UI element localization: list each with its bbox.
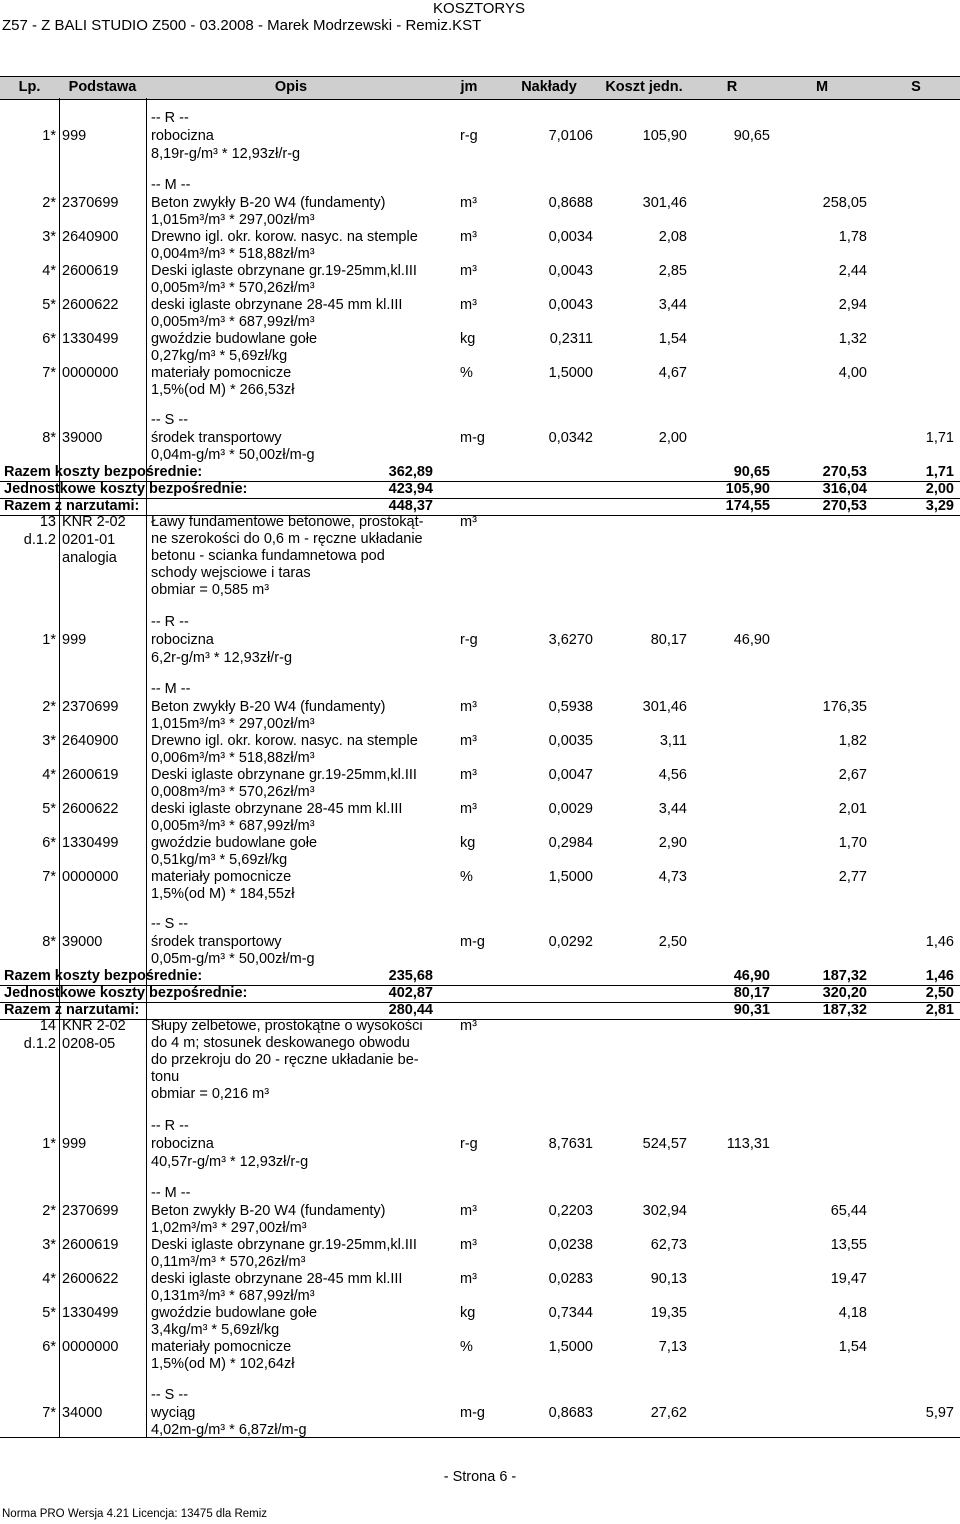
row-unit-cost: 62,73 [650,1237,687,1253]
row-quantity: 0,0047 [548,767,593,783]
row-m: 1,82 [838,733,867,749]
row-desc: deski iglaste obrzynane 28-45 mm kl.III [151,801,403,817]
row-base: 2600619 [62,767,119,783]
summary-label: Jednostkowe koszty bezpośrednie: [4,481,248,497]
summary-s: 2,00 [925,481,954,497]
row-lp: 5* [42,297,56,313]
row-desc: Deski iglaste obrzynane gr.19-25mm,kl.III [151,1237,417,1253]
footer-license: Norma PRO Wersja 4.21 Licencja: 13475 dla Remiz [2,1508,268,1520]
row-base: 2600619 [62,1237,119,1253]
position-base: KNR 2-02 [62,514,126,530]
row-desc: -- R -- [151,614,189,630]
row-quantity: 0,2984 [548,835,593,851]
row-lp: 2* [42,195,56,211]
row-unit: m³ [460,767,477,783]
row-m: 2,01 [838,801,867,817]
row-r: 46,90 [733,632,770,648]
position-number: 14 [39,1018,56,1034]
summary-line [0,1019,960,1020]
document-header-right: KOSZTORYS [433,0,525,17]
row-quantity: 0,0043 [548,297,593,313]
row-quantity: 1,5000 [548,869,593,885]
column-header: M [815,79,829,95]
row-m: 4,18 [838,1305,867,1321]
row-base: 0000000 [62,869,119,885]
row-unit-cost: 27,62 [650,1405,687,1421]
row-unit-cost: 302,94 [642,1203,687,1219]
row-base: 2600622 [62,297,119,313]
row-desc: 6,2r-g/m³ * 12,93zł/r-g [151,650,293,666]
summary-s: 2,81 [925,1002,954,1018]
row-quantity: 0,0035 [548,733,593,749]
row-unit: kg [460,331,476,347]
row-desc: materiały pomocnicze [151,365,292,381]
row-desc: 0,006m³/m³ * 518,88zł/m³ [151,750,315,766]
row-base: 39000 [62,934,103,950]
row-unit: r-g [460,632,478,648]
summary-s: 1,71 [925,464,954,480]
row-base: 2600622 [62,801,119,817]
row-s: 5,97 [925,1405,954,1421]
row-base: 1330499 [62,1305,119,1321]
summary-r: 90,65 [733,464,770,480]
row-r: 113,31 [726,1136,770,1152]
row-lp: 8* [42,430,56,446]
row-base: 999 [62,632,87,648]
row-unit: % [460,365,473,381]
column-header: R [726,79,738,95]
row-desc: gwoździe budowlane gołe [151,835,318,851]
row-quantity: 3,6270 [548,632,593,648]
column-header: S [911,79,921,95]
row-unit-cost: 19,35 [650,1305,687,1321]
row-s: 1,46 [925,934,954,950]
row-lp: 4* [42,1271,56,1287]
row-r: 90,65 [733,128,770,144]
position-base: 0201-01 [62,532,116,548]
summary-s: 1,46 [925,968,954,984]
row-unit-cost: 2,85 [658,263,687,279]
row-base: 2600622 [62,1271,119,1287]
row-m: 1,78 [838,229,867,245]
row-desc: -- M -- [151,1185,191,1201]
row-m: 258,05 [822,195,867,211]
row-unit: m³ [460,699,477,715]
row-unit-cost: 4,56 [658,767,687,783]
summary-label: Razem koszty bezpośrednie: [4,968,203,984]
row-desc: 0,005m³/m³ * 570,26zł/m³ [151,280,315,296]
row-desc: robocizna [151,632,214,648]
row-unit: % [460,1339,473,1355]
row-base: 2640900 [62,229,119,245]
summary-m: 320,20 [822,985,867,1001]
row-desc: gwoździe budowlane gołe [151,331,318,347]
row-quantity: 1,5000 [548,1339,593,1355]
position-desc: obmiar = 0,585 m³ [151,582,270,598]
row-lp: 4* [42,263,56,279]
row-unit-cost: 3,11 [659,733,687,749]
row-quantity: 0,2311 [549,331,593,347]
position-desc: obmiar = 0,216 m³ [151,1086,270,1102]
summary-line [0,515,960,516]
row-unit: m³ [460,297,477,313]
row-unit: m³ [460,1271,477,1287]
row-unit-cost: 3,44 [658,801,687,817]
row-unit-cost: 2,00 [658,430,687,446]
row-lp: 4* [42,767,56,783]
row-unit: m³ [460,195,477,211]
row-base: 0000000 [62,1339,119,1355]
row-quantity: 8,7631 [548,1136,593,1152]
row-desc: 0,51kg/m³ * 5,69zł/kg [151,852,288,868]
row-desc: środek transportowy [151,430,282,446]
row-base: 39000 [62,430,103,446]
position-desc: Ławy fundamentowe betonowe, prostokąt- [151,514,424,530]
row-m: 2,94 [838,297,867,313]
row-quantity: 0,8688 [548,195,593,211]
position-base: KNR 2-02 [62,1018,126,1034]
row-desc: 0,04m-g/m³ * 50,00zł/m-g [151,447,315,463]
row-quantity: 0,8683 [548,1405,593,1421]
row-desc: 0,005m³/m³ * 687,99zł/m³ [151,818,315,834]
row-lp: 7* [42,365,56,381]
row-desc: 0,004m³/m³ * 518,88zł/m³ [151,246,315,262]
summary-s: 2,50 [925,985,954,1001]
row-quantity: 0,7344 [548,1305,593,1321]
row-base: 999 [62,1136,87,1152]
table-bottom-line [0,1437,960,1438]
row-desc: 40,57r-g/m³ * 12,93zł/r-g [151,1154,309,1170]
row-lp: 1* [42,1136,56,1152]
row-m: 2,67 [838,767,867,783]
position-base: analogia [62,550,117,566]
row-unit-cost: 524,57 [642,1136,687,1152]
summary-label: Razem z narzutami: [4,498,140,514]
row-desc: 8,19r-g/m³ * 12,93zł/r-g [151,146,301,162]
row-quantity: 0,0238 [548,1237,593,1253]
row-unit-cost: 1,54 [658,331,687,347]
row-m: 2,77 [838,869,867,885]
summary-value: 235,68 [388,968,433,984]
row-m: 13,55 [830,1237,867,1253]
row-unit-cost: 2,08 [658,229,687,245]
row-desc: wyciąg [151,1405,196,1421]
row-m: 65,44 [830,1203,867,1219]
row-m: 4,00 [838,365,867,381]
column-header: Koszt jedn. [605,79,683,95]
row-desc: Beton zwykły B-20 W4 (fundamenty) [151,1203,386,1219]
row-quantity: 0,0283 [548,1271,593,1287]
row-unit-cost: 90,13 [650,1271,687,1287]
row-desc: -- S -- [151,412,189,428]
row-lp: 3* [42,1237,56,1253]
summary-m: 316,04 [822,481,867,497]
column-header: Lp. [18,79,41,95]
row-m: 176,35 [822,699,867,715]
row-desc: Beton zwykły B-20 W4 (fundamenty) [151,195,386,211]
row-base: 2370699 [62,699,119,715]
summary-s: 3,29 [925,498,954,514]
row-desc: 1,02m³/m³ * 297,00zł/m³ [151,1220,307,1236]
row-desc: deski iglaste obrzynane 28-45 mm kl.III [151,297,403,313]
summary-m: 270,53 [822,464,867,480]
row-base: 999 [62,128,87,144]
row-lp: 3* [42,229,56,245]
row-m: 1,32 [838,331,867,347]
row-unit-cost: 7,13 [658,1339,687,1355]
row-lp: 5* [42,801,56,817]
column-divider [146,98,147,1438]
row-lp: 6* [42,331,56,347]
summary-m: 270,53 [822,498,867,514]
row-unit: % [460,869,473,885]
row-desc: Drewno igl. okr. korow. nasyc. na stemple [151,733,418,749]
row-unit: r-g [460,128,478,144]
row-unit-cost: 4,67 [658,365,687,381]
row-base: 2640900 [62,733,119,749]
row-desc: materiały pomocnicze [151,869,292,885]
row-unit-cost: 105,90 [642,128,687,144]
position-unit: m³ [460,1018,477,1034]
row-desc: materiały pomocnicze [151,1339,292,1355]
row-desc: 1,015m³/m³ * 297,00zł/m³ [151,716,315,732]
row-quantity: 0,0043 [548,263,593,279]
summary-value: 280,44 [388,1002,433,1018]
row-desc: -- M -- [151,681,191,697]
row-unit-cost: 4,73 [658,869,687,885]
row-desc: gwoździe budowlane gołe [151,1305,318,1321]
row-lp: 2* [42,1203,56,1219]
row-desc: 1,015m³/m³ * 297,00zł/m³ [151,212,315,228]
row-desc: Beton zwykły B-20 W4 (fundamenty) [151,699,386,715]
position-desc: ne szerokości do 0,6 m - ręczne układanie [151,531,423,547]
row-lp: 1* [42,632,56,648]
summary-value: 402,87 [388,985,433,1001]
row-desc: 0,27kg/m³ * 5,69zł/kg [151,348,288,364]
row-lp: 2* [42,699,56,715]
row-quantity: 0,0034 [548,229,593,245]
summary-m: 187,32 [822,1002,867,1018]
summary-r: 80,17 [733,985,770,1001]
row-desc: 1,5%(od M) * 184,55zł [151,886,295,902]
row-desc: -- S -- [151,916,189,932]
row-desc: 0,11m³/m³ * 570,26zł/m³ [151,1254,306,1270]
column-header: jm [460,79,478,95]
row-unit: m³ [460,1237,477,1253]
row-unit: m³ [460,263,477,279]
position-number: 13 [39,514,56,530]
row-unit-cost: 80,17 [650,632,687,648]
row-lp: 3* [42,733,56,749]
row-desc: deski iglaste obrzynane 28-45 mm kl.III [151,1271,403,1287]
position-number: d.1.2 [23,532,56,548]
column-divider [59,98,60,1438]
row-unit: m³ [460,733,477,749]
summary-m: 187,32 [822,968,867,984]
row-base: 1330499 [62,331,119,347]
row-unit-cost: 2,50 [658,934,687,950]
row-lp: 7* [42,1405,56,1421]
row-base: 2370699 [62,195,119,211]
summary-value: 423,94 [388,481,433,497]
summary-label: Jednostkowe koszty bezpośrednie: [4,985,248,1001]
row-unit: m-g [460,1405,485,1421]
position-desc: betonu - scianka fundamnetowa pod [151,548,385,564]
row-desc: Drewno igl. okr. korow. nasyc. na stemple [151,229,418,245]
row-desc: środek transportowy [151,934,282,950]
row-lp: 6* [42,1339,56,1355]
row-unit: m³ [460,1203,477,1219]
row-quantity: 0,2203 [548,1203,593,1219]
row-quantity: 7,0106 [548,128,593,144]
row-unit: r-g [460,1136,478,1152]
row-desc: Deski iglaste obrzynane gr.19-25mm,kl.III [151,767,417,783]
row-base: 34000 [62,1405,103,1421]
row-s: 1,71 [925,430,954,446]
summary-label: Razem z narzutami: [4,1002,140,1018]
row-lp: 8* [42,934,56,950]
row-base: 2370699 [62,1203,119,1219]
row-lp: 1* [42,128,56,144]
row-m: 2,44 [838,263,867,279]
column-header: Podstawa [68,79,137,95]
row-desc: -- R -- [151,110,189,126]
summary-label: Razem koszty bezpośrednie: [4,464,203,480]
position-desc: Słupy żelbetowe, prostokątne o wysokości [151,1018,423,1034]
row-base: 2600619 [62,263,119,279]
row-quantity: 0,0342 [548,430,593,446]
row-unit: kg [460,835,476,851]
position-number: d.1.2 [23,1036,56,1052]
column-header: Opis [274,79,308,95]
row-desc: 0,05m-g/m³ * 50,00zł/m-g [151,951,315,967]
position-unit: m³ [460,514,477,530]
row-quantity: 0,0292 [548,934,593,950]
row-unit-cost: 301,46 [642,195,687,211]
row-m: 1,70 [838,835,867,851]
row-unit: m³ [460,229,477,245]
position-base: 0208-05 [62,1036,116,1052]
summary-r: 46,90 [733,968,770,984]
row-desc: 3,4kg/m³ * 5,69zł/kg [151,1322,280,1338]
row-desc: 1,5%(od M) * 102,64zł [151,1356,295,1372]
row-unit-cost: 2,90 [658,835,687,851]
row-unit: kg [460,1305,476,1321]
summary-r: 90,31 [733,1002,770,1018]
row-base: 0000000 [62,365,119,381]
column-header: Nakłady [521,79,577,95]
row-desc: 0,008m³/m³ * 570,26zł/m³ [151,784,315,800]
row-desc: -- M -- [151,177,191,193]
row-desc: 4,02m-g/m³ * 6,87zł/m-g [151,1422,307,1438]
row-lp: 7* [42,869,56,885]
row-unit-cost: 301,46 [642,699,687,715]
position-desc: tonu [151,1069,180,1085]
row-desc: robocizna [151,1136,214,1152]
row-unit-cost: 3,44 [658,297,687,313]
summary-r: 174,55 [725,498,770,514]
row-quantity: 0,5938 [548,699,593,715]
row-desc: -- S -- [151,1387,189,1403]
position-desc: schody wejsciowe i taras [151,565,311,581]
row-quantity: 1,5000 [548,365,593,381]
row-desc: Deski iglaste obrzynane gr.19-25mm,kl.III [151,263,417,279]
summary-r: 105,90 [725,481,770,497]
row-quantity: 0,0029 [548,801,593,817]
row-unit: m-g [460,430,485,446]
row-desc: 0,131m³/m³ * 687,99zł/m³ [151,1288,315,1304]
position-desc: do przekroju do 20 - ręczne układanie be- [151,1052,419,1068]
row-desc: 1,5%(od M) * 266,53zł [151,382,295,398]
row-lp: 6* [42,835,56,851]
document-header-left: Z57 - Z BALI STUDIO Z500 - 03.2008 - Marek Modrzewski - Remiz.KST [2,17,482,34]
row-unit: m-g [460,934,485,950]
row-m: 1,54 [838,1339,867,1355]
row-m: 19,47 [830,1271,867,1287]
page-number: - Strona 6 - [443,1469,517,1485]
summary-value: 362,89 [388,464,433,480]
row-desc: -- R -- [151,1118,189,1134]
row-lp: 5* [42,1305,56,1321]
row-unit: m³ [460,801,477,817]
summary-value: 448,37 [388,498,433,514]
row-base: 1330499 [62,835,119,851]
row-desc: robocizna [151,128,214,144]
position-desc: do 4 m; stosunek deskowanego obwodu [151,1035,410,1051]
row-desc: 0,005m³/m³ * 687,99zł/m³ [151,314,315,330]
